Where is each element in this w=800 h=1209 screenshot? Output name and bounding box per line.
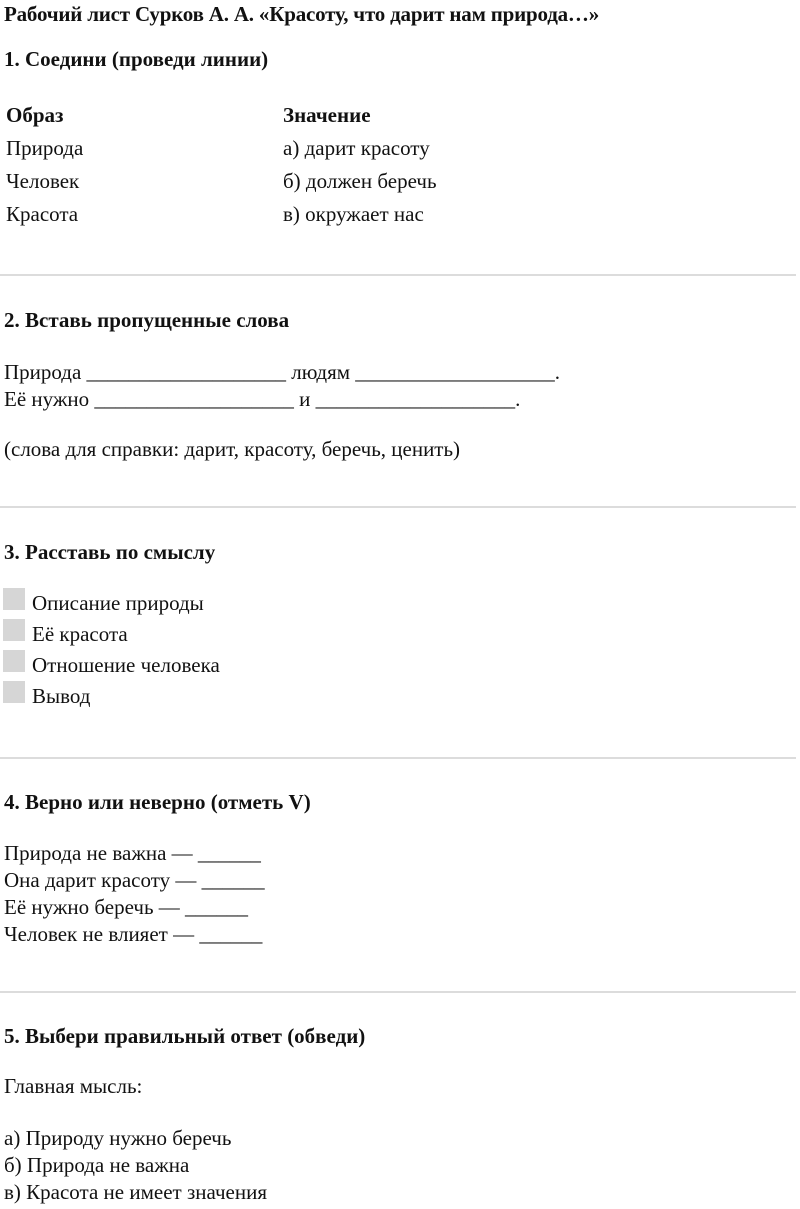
section-divider [0, 274, 796, 276]
section-3-heading: 3. Расставь по смыслу [4, 540, 216, 564]
worksheet-title: Рабочий лист Сурков А. А. «Красоту, что дарит нам природа…» [4, 2, 600, 26]
true-false-item[interactable]: Человек не влияет — ______ [4, 922, 263, 946]
match-right-item[interactable]: б) должен беречь [283, 169, 437, 193]
order-item: Отношение человека [32, 653, 220, 677]
order-box[interactable] [3, 681, 25, 703]
section-divider [0, 757, 796, 759]
fill-in-line[interactable]: Природа ___________________ людям ___________________. [4, 360, 561, 384]
order-item: Её красота [32, 622, 128, 646]
true-false-item[interactable]: Она дарит красоту — ______ [4, 868, 265, 892]
order-box[interactable] [3, 619, 25, 641]
match-right-item[interactable]: в) окружает нас [283, 202, 424, 226]
section-1-heading: 1. Соедини (проведи линии) [4, 47, 269, 71]
column-header-meaning: Значение [283, 103, 371, 127]
match-left-item[interactable]: Человек [6, 169, 80, 193]
section-2-heading: 2. Вставь пропущенные слова [4, 308, 290, 332]
column-header-image: Образ [6, 103, 64, 127]
true-false-item[interactable]: Природа не важна — ______ [4, 841, 261, 865]
match-left-item[interactable]: Красота [6, 202, 79, 226]
fill-in-line[interactable]: Её нужно ___________________ и ___________________. [4, 387, 521, 411]
answer-option[interactable]: б) Природа не важна [4, 1153, 190, 1177]
answer-option[interactable]: а) Природу нужно беречь [4, 1126, 232, 1150]
word-hint: (слова для справки: дарит, красоту, беречь, ценить) [4, 437, 461, 461]
section-4-heading: 4. Верно или неверно (отметь V) [4, 790, 311, 814]
order-box[interactable] [3, 650, 25, 672]
match-left-item[interactable]: Природа [6, 136, 84, 160]
section-divider [0, 506, 796, 508]
order-item: Вывод [32, 684, 91, 708]
order-item: Описание природы [32, 591, 204, 615]
answer-option[interactable]: в) Красота не имеет значения [4, 1180, 267, 1204]
section-divider [0, 991, 796, 993]
true-false-item[interactable]: Её нужно беречь — ______ [4, 895, 249, 919]
match-right-item[interactable]: а) дарит красоту [283, 136, 430, 160]
section-5-heading: 5. Выбери правильный ответ (обведи) [4, 1024, 366, 1048]
order-box[interactable] [3, 588, 25, 610]
question-prompt: Главная мысль: [4, 1074, 143, 1098]
